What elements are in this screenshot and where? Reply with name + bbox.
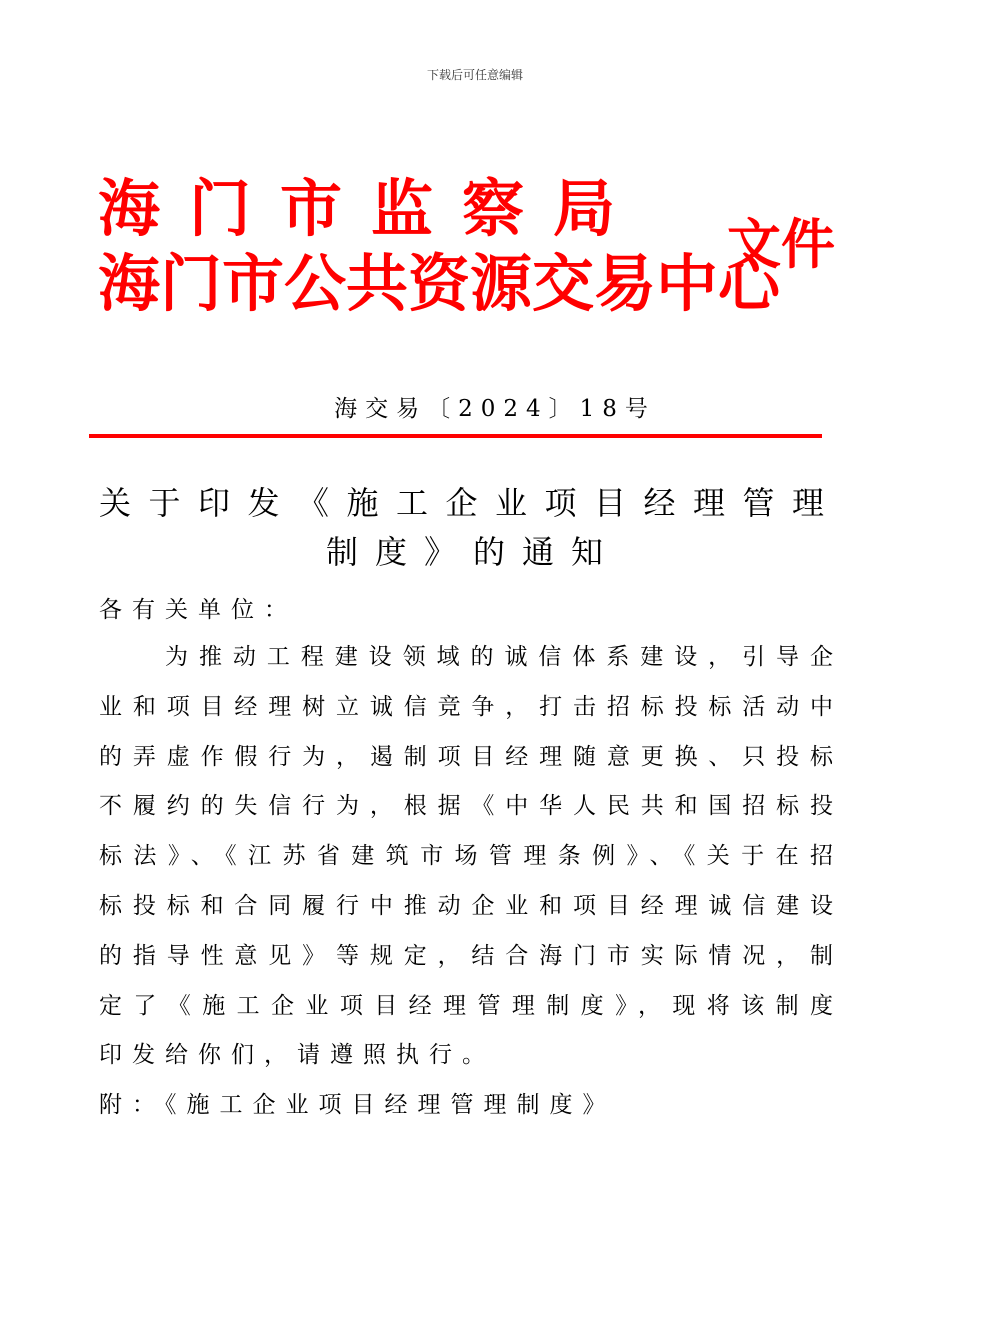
issuer-line-1: 海门市监察局 [98, 172, 645, 245]
title-line-2: 制度》的通知 [326, 533, 621, 571]
body-paragraph: 为推动工程建设领域的诚信体系建设，引导企业和项目经理树立诚信竞争，打击招标投标活动中的弄虚作假行为，遏制项目经理随意更换、只投标不履约的失信行为，根据《中华人民共和国招标投标法》、《江苏省建筑市场管理条例》、《关于在招标投标和合同履行中推动企业和项目经理诚信建设的指导性意见》等规定，结合海门市实际情况，制定了《施工企业项目经理管理制度》，现将该制度印发给你们，请遵照执行。 [99, 644, 843, 1069]
document-number: 海交易〔2024〕18号 [334, 396, 656, 422]
attachment-line: 附：《施工企业项目经理管理制度》 [99, 1092, 616, 1118]
title-line-1: 关于印发《施工企业项目经理管理 [99, 484, 842, 522]
issuer-suffix: 文件 [727, 213, 835, 276]
issuer-line-2: 海门市公共资源交易中心 [98, 247, 781, 320]
red-divider [89, 434, 822, 438]
salutation: 各有关单位： [99, 597, 297, 623]
header-note: 下载后可任意编辑 [426, 68, 523, 82]
